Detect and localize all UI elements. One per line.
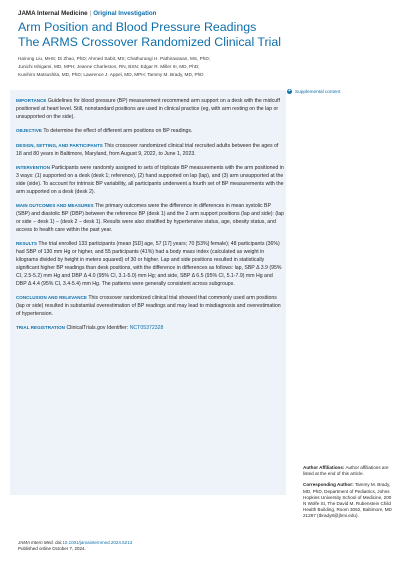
section-label: IMPORTANCE bbox=[16, 98, 47, 103]
journal-name: JAMA Internal Medicine bbox=[18, 10, 88, 17]
abstract-outcomes bbox=[16, 202, 284, 235]
citation-footer bbox=[18, 540, 258, 553]
corresponding-author-label: Corresponding Author: bbox=[303, 482, 354, 488]
section-label: OBJECTIVE bbox=[16, 128, 42, 134]
section-label: MAIN OUTCOMES AND MEASURES bbox=[16, 203, 94, 209]
corresponding-author-text: Tammy M. Brady, MD, PhD, Department of Pediatrics, Johns Hopkins University School of Medicine, 200 N Wolfe St, The David M. Rubenstein Child Health Building, Room 3062, Baltimore, MD 21287 ( bbox=[303, 482, 392, 519]
abstract-intervention bbox=[16, 164, 284, 197]
author-line-3: Kunihiro Matsushita, MD, PhD; Lawrence J. Appel, MD, MPH; Tammy M. Brady, MD, PhD bbox=[18, 72, 204, 77]
abstract-conclusion bbox=[16, 294, 284, 319]
section-text: Guidelines for blood pressure (BP) measurement recommend arm support on a desk with the midcuff positioned at heart level. Still, nonstandard positions are used in clinical practice (eg, with arm resting on the lap or unsupported on the side). bbox=[16, 98, 280, 120]
section-text: Participants were randomly assigned to sets of triplicate BP measurements with the arm positioned in 3 ways: (1) supported on a desk (desk 1; reference), (2) hand supported on lap (lap), and (3) arm unsupported at the side (side). To account for intrinsic BP variability, all participants underwent a fourth set of BP measurements with the arm supported on a desk (desk 2). bbox=[16, 164, 284, 195]
abstract-results bbox=[16, 240, 284, 288]
trial-id-link[interactable]: NCT05372328 bbox=[129, 325, 164, 332]
corresponding-email-link[interactable]: tbrady8@jhmi.edu bbox=[318, 513, 356, 519]
title-line-1: Arm Position and Blood Pressure Readings bbox=[18, 20, 257, 34]
section-text: To determine the effect of different arm positions on BP readings. bbox=[43, 128, 193, 135]
doi-prefix: doi: bbox=[55, 540, 63, 545]
affiliations-label: Author Affiliations: bbox=[303, 465, 345, 470]
section-text: The primary outcomes were the difference in differences in mean systolic BP (SBP) and diastolic BP (DBP) between the reference BP (desk 1) and the 2 arm support positions (lap and side): (lap or side − desk 1) − (desk 2 − desk 1). Results were also stratified by hypertensive status, age, obesity status, and access to health care within the past year. bbox=[16, 203, 284, 233]
supplemental-content-label: Supplemental content bbox=[295, 89, 341, 94]
supplemental-content-link[interactable] bbox=[287, 89, 340, 94]
author-line-2: Junichi Ishigami, MD, MPH; Jeanne Charleston, RN, BSN; Edgar R. Miller III, MD, PhD; bbox=[18, 64, 200, 69]
section-label: DESIGN, SETTING, AND PARTICIPANTS bbox=[16, 142, 103, 148]
published-date: Published online October 7, 2024. bbox=[18, 546, 86, 552]
citation-journal: JAMA Intern Med. bbox=[18, 540, 54, 545]
plus-circle-icon: + bbox=[288, 88, 291, 94]
article-section: Original Investigation bbox=[93, 10, 157, 17]
abstract-objective bbox=[16, 127, 284, 136]
section-text: ClinicalTrials.gov Identifier: bbox=[66, 325, 129, 332]
abstract-design bbox=[16, 142, 284, 159]
corresponding-author-end: ). bbox=[355, 513, 359, 519]
journal-header bbox=[18, 10, 156, 17]
section-label: INTERVENTION bbox=[16, 164, 51, 170]
abstract-registration bbox=[16, 324, 284, 333]
author-affiliations bbox=[303, 465, 393, 525]
header-separator: | bbox=[89, 10, 92, 17]
article-title bbox=[18, 20, 378, 49]
doi-link[interactable]: 10.1001/jamainternmed.2024.5213 bbox=[62, 540, 133, 545]
title-line-2: The ARMS Crossover Randomized Clinical Trial bbox=[18, 34, 282, 49]
abstract-importance bbox=[16, 97, 284, 122]
section-label: RESULTS bbox=[16, 241, 38, 247]
section-text: This crossover randomized clinical trial recruited adults between the ages of 18 and 80 years in Baltimore, Maryland, from August 9, 2022, to June 1, 2023. bbox=[16, 142, 279, 157]
section-label: CONCLUSION AND RELEVANCE bbox=[16, 295, 87, 301]
section-text: The trial enrolled 133 participants (mean [SD] age, 57 [17] years; 70 [53%] female); 48 participants (36%) had SBP of 130 mm Hg or higher, and 55 participants (41%) had a body mass index (calculated as weight in kilograms divided by height in meters squared) of 30 or higher. Lap and side positions resulted in statistically significant higher BP readings than desk positions, with the difference in differences as follows: lap, SBP Δ 3.9 (95% CI, 2.5-5.2) mm Hg and DBP Δ 4.0 (95% CI, 3.1-5.0) mm Hg; and side, SBP Δ 6.5 (95% CI, 5.1-7.9) mm Hg and DBP Δ 4.4 (95% CI, 3.4-5.4) mm Hg. The patterns were generally consistent across subgroups. bbox=[16, 241, 282, 287]
abstract-box bbox=[10, 90, 286, 495]
section-text: This crossover randomized clinical trial showed that commonly used arm positions (lap or side) resulted in substantial overestimation of BP readings and may lead to misdiagnosis and overestimation of hypertension. bbox=[16, 295, 281, 317]
affiliations-text: Author affiliations are listed at the end of this article. bbox=[303, 465, 389, 477]
author-list bbox=[18, 55, 318, 79]
section-label: TRIAL REGISTRATION bbox=[16, 325, 65, 331]
author-line-1: Hairong Liu, MHS; Di Zhao, PhD; Ahmed Sabit, MS; Chathurangi H. Pathiravasan, MS, PhD; bbox=[18, 56, 211, 61]
